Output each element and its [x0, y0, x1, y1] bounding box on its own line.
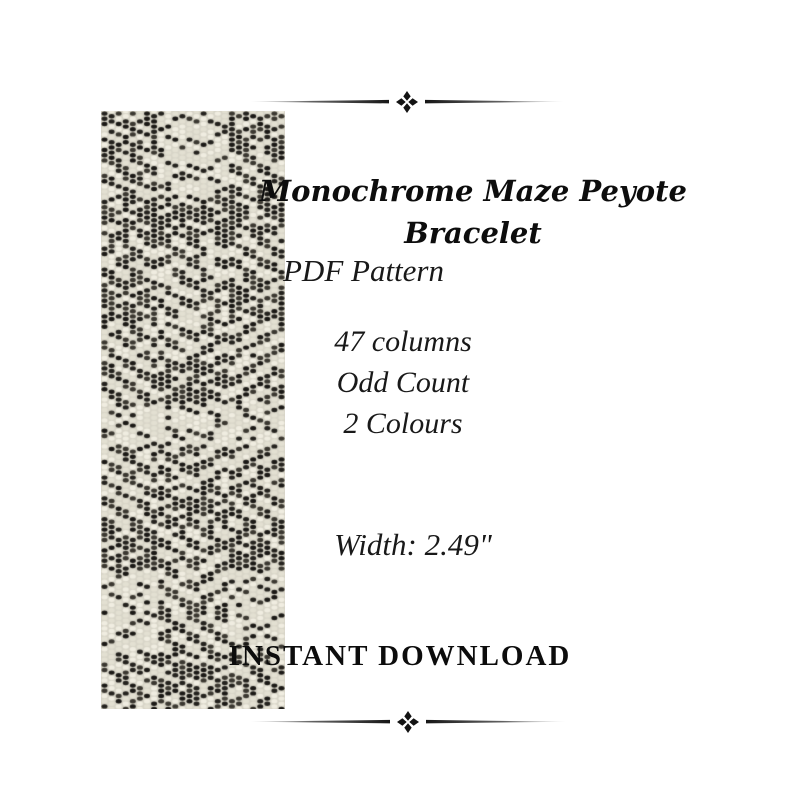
- spec-list: [334, 321, 472, 444]
- divider-line-right: [426, 719, 566, 725]
- pattern-swatch: [101, 111, 285, 709]
- title-line-1: Monochrome Maze Peyote: [259, 174, 687, 208]
- spec-columns: 47 columns: [334, 325, 472, 358]
- divider-bottom: [250, 710, 566, 734]
- spec-colours: 2 Colours: [343, 407, 463, 440]
- divider-top: [250, 90, 564, 114]
- subtitle-pdf-pattern: PDF Pattern: [283, 253, 444, 288]
- four-diamond-ornament-icon: [395, 709, 421, 735]
- divider-line-right: [425, 99, 564, 105]
- spec-count: Odd Count: [336, 366, 470, 399]
- page-title: [259, 170, 687, 254]
- divider-line-left: [250, 719, 390, 725]
- spec-width: Width: 2.49": [334, 527, 492, 562]
- title-line-2: Bracelet: [404, 216, 542, 250]
- bead-pattern-canvas: [101, 111, 285, 709]
- instant-download-label: INSTANT DOWNLOAD: [228, 640, 572, 672]
- divider-line-left: [250, 99, 389, 105]
- four-diamond-ornament-icon: [394, 89, 420, 115]
